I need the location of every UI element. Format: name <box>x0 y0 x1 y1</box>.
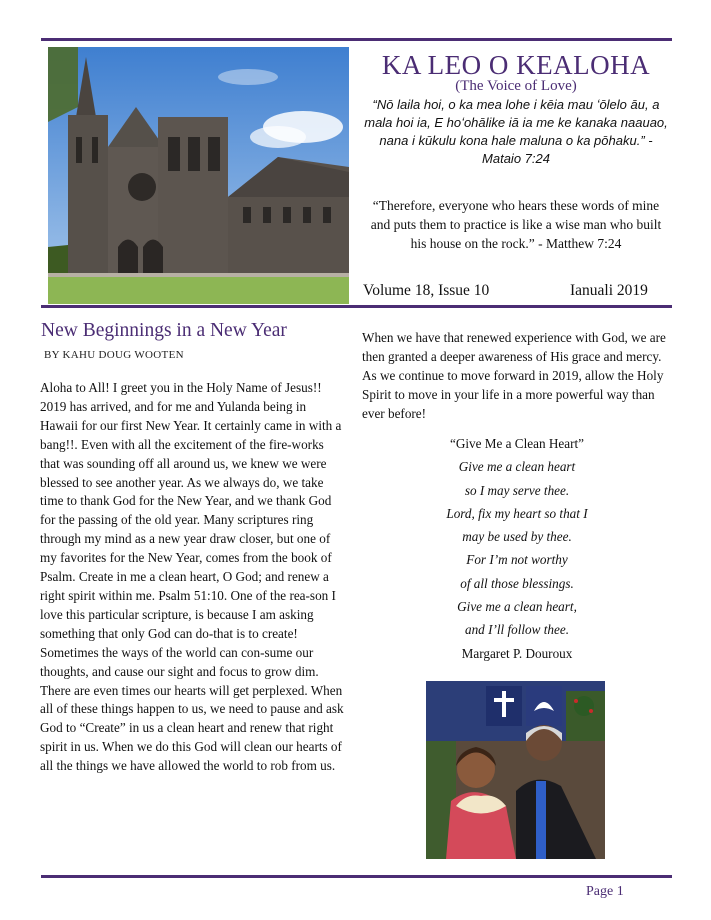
poem <box>362 432 672 665</box>
article-body-right: When we have that renewed experience with God, we are then granted a deeper awareness of His grace and mercy. As we continue to move forward in 2019, allow the Holy Spirit to move in your life in a more powerful way than ever before! <box>362 330 666 421</box>
page-number: Page 1 <box>586 884 624 899</box>
poem-line: For I’m not worthy <box>466 552 568 568</box>
poem-line: Give me a clean heart <box>458 459 576 475</box>
poem-line: may be used by thee. <box>462 529 572 545</box>
poem-line: of all those blessings. <box>460 575 574 591</box>
top-rule <box>41 38 672 41</box>
masthead-rule <box>41 305 672 308</box>
newsletter-title: KA LEO O KEALOHA <box>381 50 651 80</box>
poem-line: Lord, fix my heart so that I <box>446 505 588 521</box>
poem-line: Give me a clean heart, <box>457 599 577 615</box>
poem-line: so I may serve thee. <box>464 482 570 498</box>
poem-author: Margaret P. Douroux <box>461 645 573 661</box>
poem-title: “Give Me a Clean Heart” <box>449 436 584 451</box>
hawaiian-verse: “Nō laila hoi, o ka mea lohe i kēia mau ʻōlelo āu, a mala hoi ia, E hoʻohālike iā ia me ke kanaka naauao, nana i kūkulu kona hale maluna o ka pōhaku.” - Mataio 7:24 <box>364 97 668 166</box>
footer-rule <box>41 875 672 878</box>
newsletter-subtitle: (The Voice of Love) <box>455 78 577 94</box>
poem-line: and I’ll follow thee. <box>464 622 570 638</box>
english-verse: “Therefore, everyone who hears these words of mine and puts them to practice is like a wise man who built his house on the rock.” - Matthew 7:24 <box>370 198 662 251</box>
pastor-and-wife-photo <box>426 681 605 859</box>
volume-issue: Volume 18, Issue 10 <box>363 282 490 299</box>
article-byline: BY KAHU DOUG WOOTEN <box>44 349 184 361</box>
article-body-left: Aloha to All! I greet you in the Holy Name of Jesus!! 2019 has arrived, and for me and Yulanda being in Hawaii for our first New Year. It certainly came in with a bang!!. Even with all the excitement of the fire-works that was sounding off all around us, we knew we were blessed to see another year. As we always do, we take time to thank God for the New Year, and we thank God for the passing of the old year. Many scriptures ring through my mind as a new year draw closer, but one of my favorites for the New Year, comes from the book of Psalm. Create in me a clean heart, O God; and renew a right spirit within me. Psalm 51:10. One of the rea-son I love this particular scripture, is because I am asking something that only God can do-that is to create! Sometimes the ways of the world can con-sume our thoughts, and cause our sight and focus to grow dim. There are even times our hearts will get perplexed. When all of these things happen to us, we need to pause and ask God to “Create” in us a clean heart and renew that right spirit in us. When we do this God will clean our hearts of all the things we have allowed the world to rob from us. <box>40 380 344 774</box>
church-photo <box>48 47 349 304</box>
article-title: New Beginnings in a New Year <box>41 320 287 341</box>
issue-date: Ianuali 2019 <box>570 282 648 299</box>
